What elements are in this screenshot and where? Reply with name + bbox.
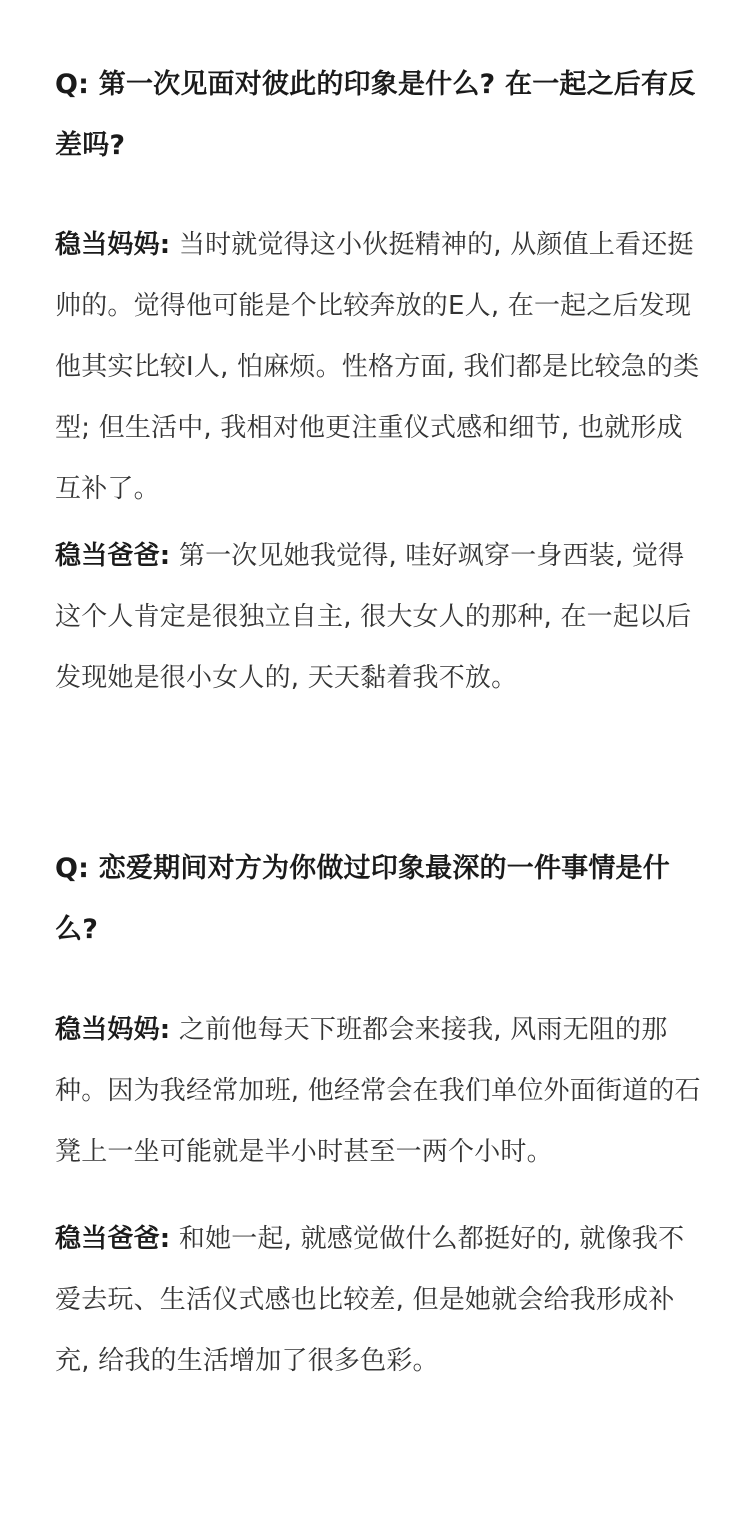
speaker-label-mom: 稳当妈妈: [55, 1015, 171, 1045]
speaker-label-dad: 稳当爸爸: [55, 541, 171, 571]
speaker-label-dad: 稳当爸爸: [55, 1224, 171, 1254]
answer-text: 之前他每天下班都会来接我, 风雨无阻的那种。因为我经常加班, 他经常会在我们单位外面街道的石凳上一坐可能就是半小时甚至一两个小时。 [55, 1015, 701, 1167]
answer-text: 当时就觉得这小伙挺精神的, 从颜值上看还挺帅的。觉得他可能是个比较奔放的E人, 在一起之后发现他其实比较I人, 怕麻烦。性格方面, 我们都是比较急的类型; 但生活中, 我相对他更注重仪式感和细节, 也就形成互补了。 [55, 230, 700, 504]
answer-mom-2 [55, 1000, 705, 1183]
question-1: Q: 第一次见面对彼此的印象是什么? 在一起之后有反差吗? [55, 69, 696, 161]
speaker-label-mom: 稳当妈妈: [55, 230, 171, 260]
answer-text: 第一次见她我觉得, 哇好飒穿一身西装, 觉得这个人肯定是很独立自主, 很大女人的那种, 在一起以后发现她是很小女人的, 天天黏着我不放。 [55, 541, 692, 693]
answer-mom-1 [55, 215, 705, 520]
answer-text: 和她一起, 就感觉做什么都挺好的, 就像我不爱去玩、生活仪式感也比较差, 但是她就会给我形成补充, 给我的生活增加了很多色彩。 [55, 1224, 685, 1376]
answer-dad-1 [55, 526, 705, 709]
answer-dad-2 [55, 1209, 705, 1392]
question-2: Q: 恋爱期间对方为你做过印象最深的一件事情是什么? [55, 853, 670, 945]
